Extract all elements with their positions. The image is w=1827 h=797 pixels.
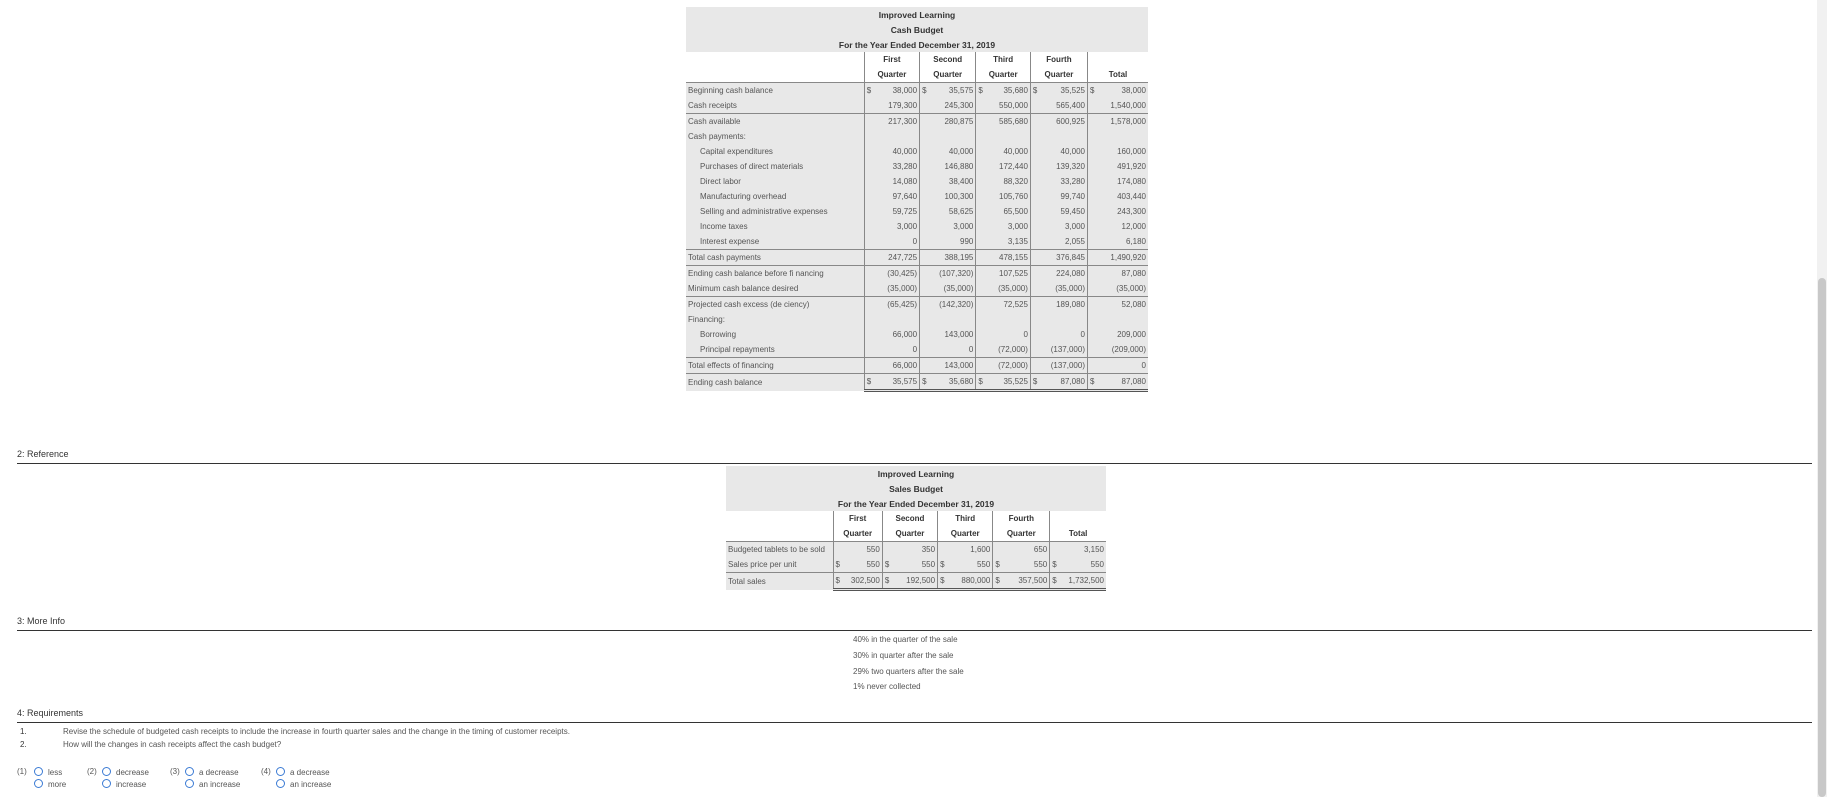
more-info-line: 29% two quarters after the sale: [853, 667, 964, 676]
row-label: Cash available: [688, 117, 741, 126]
cell-value: 35,525: [1060, 86, 1085, 95]
cell-value: 0: [876, 234, 920, 250]
cell-value: (35,000): [931, 281, 976, 297]
cell-value: (72,000): [988, 342, 1031, 358]
row-label: Total sales: [728, 576, 766, 586]
cell-value: (35,000): [1042, 281, 1087, 297]
row-label: Minimum cash balance desired: [686, 281, 864, 297]
sales-col-head-q2: Second: [882, 511, 937, 526]
cell-value: 600,925: [1056, 117, 1085, 126]
cell-value: 1,578,000: [1110, 117, 1146, 126]
sales-budget-company: Improved Learning: [877, 468, 955, 479]
cell-value: 565,400: [1042, 98, 1087, 114]
col-head2-q3: Quarter: [976, 67, 1031, 83]
option-label: more: [48, 780, 67, 789]
cell-value: 1,490,920: [1099, 250, 1148, 266]
currency-sign: $: [920, 83, 932, 99]
row-ending-cash: [686, 374, 1148, 391]
cell-value: 35,575: [876, 374, 920, 391]
cell-value: (137,000): [1042, 358, 1087, 374]
cell-value: 209,000: [1117, 330, 1146, 339]
row-labor: [686, 174, 1148, 189]
cell-value: 243,300: [1117, 207, 1146, 216]
cell-value: 3,135: [988, 234, 1031, 250]
sales-col-head-q3: Third: [938, 511, 993, 526]
cell-value: (72,000): [988, 358, 1031, 374]
cell-value: (30,425): [887, 269, 918, 278]
row-label: Ending cash balance: [688, 377, 763, 387]
sales-col-head2-q2: Quarter: [882, 526, 937, 542]
col-head2-q2: Quarter: [920, 67, 976, 83]
radio-icon[interactable]: [34, 767, 43, 776]
col-head-q4: Fourth: [1030, 52, 1087, 67]
cell-value: 650: [1033, 545, 1048, 554]
cell-value: 3,000: [897, 222, 918, 231]
cell-value: (35,000): [876, 281, 920, 297]
option-group-number: (4): [261, 767, 271, 776]
currency-sign: $: [976, 83, 988, 99]
option-a-decrease[interactable]: [185, 767, 239, 777]
cell-value: 65,500: [1003, 207, 1028, 216]
cell-value: 66,000: [892, 330, 918, 339]
sales-budget-title: Sales Budget: [889, 483, 943, 494]
row-interest: [686, 234, 1148, 250]
cell-value: 38,400: [948, 177, 974, 186]
cell-value: 52,080: [1121, 300, 1146, 309]
option-decrease[interactable]: [102, 767, 149, 777]
cell-value: 550: [866, 545, 880, 554]
cell-value: 3,150: [1083, 545, 1104, 554]
row-cash-payments-header: [686, 129, 1148, 144]
cell-value: 40,000: [948, 147, 974, 156]
row-cash-available: [686, 114, 1148, 130]
more-info-section-title: 3: More Info: [17, 616, 66, 626]
option-label: a decrease: [199, 768, 239, 777]
option-label: an increase: [290, 780, 332, 789]
row-total-financing: [686, 358, 1148, 374]
cell-value: 0: [876, 342, 920, 358]
currency-sign: $: [864, 83, 876, 99]
cell-value: 35,680: [931, 374, 976, 391]
option-label: less: [48, 768, 63, 777]
row-label: Direct labor: [700, 177, 741, 186]
cell-value: 1,540,000: [1099, 98, 1148, 114]
sales-col-head2-q1: Quarter: [833, 526, 882, 542]
col-head-total: [1087, 52, 1148, 67]
cell-value: 35,525: [988, 374, 1031, 391]
cell-value: 3,000: [1064, 222, 1085, 231]
option-label: increase: [116, 780, 147, 789]
sales-col-head-q4: Fourth: [993, 511, 1050, 526]
col-head2-q1: Quarter: [864, 67, 919, 83]
option-label: decrease: [116, 768, 149, 777]
cell-value: 146,880: [944, 162, 974, 171]
row-label: Beginning cash balance: [688, 86, 773, 95]
cell-value: 38,000: [1121, 86, 1146, 95]
cell-value: 550: [1062, 557, 1106, 573]
cell-value: 224,080: [1056, 269, 1085, 278]
cell-value: 97,640: [892, 192, 918, 201]
cell-value: (65,425): [887, 300, 918, 309]
currency-sign: $: [1050, 557, 1062, 573]
row-label: Manufacturing overhead: [700, 192, 787, 201]
cell-value: 376,845: [1042, 250, 1087, 266]
cell-value: 58,625: [948, 207, 974, 216]
radio-icon[interactable]: [276, 779, 285, 788]
row-label: Income taxes: [700, 222, 748, 231]
cell-value: 0: [1080, 330, 1085, 339]
row-label: Interest expense: [686, 234, 864, 250]
cell-value: 491,920: [1117, 162, 1146, 171]
row-principal-repayments: [686, 342, 1148, 358]
cell-value: 192,500: [894, 573, 937, 590]
cell-value: 174,080: [1117, 177, 1146, 186]
row-overhead: [686, 189, 1148, 204]
row-units-sold: [726, 542, 1106, 558]
cell-value: 59,450: [1060, 207, 1085, 216]
cell-value: 990: [931, 234, 976, 250]
cell-value: (142,320): [939, 300, 974, 309]
cell-value: 880,000: [950, 573, 993, 590]
cell-value: 0: [931, 342, 976, 358]
radio-icon[interactable]: [102, 779, 111, 788]
option-label: a decrease: [290, 768, 330, 777]
cell-value: 3,000: [953, 222, 974, 231]
more-info-divider: [17, 630, 1812, 631]
cell-value: 40,000: [1060, 147, 1085, 156]
currency-sign: $: [976, 374, 988, 391]
option-label: an increase: [199, 780, 241, 789]
col-head-q1: First: [864, 52, 919, 67]
option-group-number: (3): [170, 767, 180, 776]
cell-value: 302,500: [845, 573, 882, 590]
cell-value: (107,320): [939, 269, 974, 278]
cell-value: 87,080: [1121, 269, 1146, 278]
row-total-sales: [726, 573, 1106, 590]
option-group-2: [87, 767, 167, 791]
cell-value: 72,525: [1003, 300, 1028, 309]
cash-budget-title: Cash Budget: [890, 24, 944, 35]
row-capex: [686, 144, 1148, 159]
more-info-line: 40% in the quarter of the sale: [853, 635, 958, 644]
cash-budget-table: [686, 7, 1148, 392]
cell-value: 550: [845, 557, 882, 573]
row-label: Sales price per unit: [726, 557, 833, 573]
cash-budget-company: Improved Learning: [878, 9, 956, 20]
row-label: Budgeted tablets to be sold: [728, 545, 825, 554]
cell-value: 35,575: [948, 86, 974, 95]
cell-value: 179,300: [876, 98, 920, 114]
currency-sign: $: [882, 557, 894, 573]
currency-sign: $: [833, 557, 845, 573]
option-less[interactable]: [34, 767, 62, 777]
cell-value: 38,000: [892, 86, 918, 95]
row-taxes: [686, 219, 1148, 234]
row-label: Selling and administrative expenses: [700, 207, 828, 216]
cell-value: 0: [1023, 330, 1028, 339]
cell-value: 33,280: [892, 162, 918, 171]
row-label: Cash payments:: [688, 132, 746, 141]
col-head2-q4: Quarter: [1030, 67, 1087, 83]
cell-value: 550: [950, 557, 993, 573]
row-label: Projected cash excess (de ciency): [688, 300, 810, 309]
cell-value: 1,600: [970, 545, 991, 554]
reference-divider: [17, 463, 1812, 464]
row-label: Ending cash balance before fi nancing: [688, 269, 824, 278]
row-label: Total cash payments: [686, 250, 864, 266]
row-label: Borrowing: [700, 330, 737, 339]
sales-budget-period: For the Year Ended December 31, 2019: [837, 498, 995, 509]
option-a-decrease[interactable]: [276, 767, 330, 777]
reference-section-title: 2: Reference: [17, 449, 69, 459]
cell-value: (35,000): [1099, 281, 1148, 297]
cell-value: 0: [1099, 358, 1148, 374]
row-cash-receipts: [686, 98, 1148, 114]
sales-budget-table: [726, 466, 1106, 591]
cell-value: 100,300: [944, 192, 974, 201]
row-borrowing: [686, 327, 1148, 342]
sales-col-head-q1: First: [833, 511, 882, 526]
option-group-number: (2): [87, 767, 97, 776]
radio-icon[interactable]: [102, 767, 111, 776]
scrollbar-thumb[interactable]: [1818, 278, 1826, 797]
cell-value: 40,000: [1003, 147, 1028, 156]
currency-sign: $: [1030, 83, 1042, 99]
cell-value: 35,680: [1003, 86, 1028, 95]
row-label: Total effects of financing: [686, 358, 864, 374]
sales-col-head-total: [1050, 511, 1106, 526]
option-group-4: [261, 767, 351, 791]
currency-sign: $: [1030, 374, 1042, 391]
radio-icon[interactable]: [34, 779, 43, 788]
option-group-1: [17, 767, 77, 791]
requirement-number: 1.: [20, 727, 27, 736]
cell-value: 585,680: [999, 117, 1028, 126]
cell-value: (137,000): [1042, 342, 1087, 358]
row-label: Purchases of direct materials: [700, 162, 804, 171]
requirements-divider: [17, 722, 1812, 723]
col-head2-total: Total: [1087, 67, 1148, 83]
requirements-section-title: 4: Requirements: [17, 708, 84, 718]
radio-icon[interactable]: [185, 767, 194, 776]
row-projected-excess: [686, 297, 1148, 313]
row-ending-before-financing: [686, 266, 1148, 282]
cell-value: 245,300: [931, 98, 976, 114]
cell-value: 550,000: [988, 98, 1031, 114]
currency-sign: $: [864, 374, 876, 391]
cell-value: 357,500: [1005, 573, 1050, 590]
currency-sign: $: [938, 557, 950, 573]
row-label: Cash receipts: [686, 98, 864, 114]
cell-value: 59,725: [892, 207, 918, 216]
cash-budget-period: For the Year Ended December 31, 2019: [838, 39, 996, 50]
row-beginning-cash: [686, 83, 1148, 99]
row-label: Principal repayments: [686, 342, 864, 358]
cell-value: 107,525: [999, 269, 1028, 278]
row-label: Capital expenditures: [700, 147, 773, 156]
cell-value: 350: [921, 545, 936, 554]
cell-value: 550: [894, 557, 937, 573]
more-info-line: 30% in quarter after the sale: [853, 651, 954, 660]
row-financing-header: [686, 312, 1148, 327]
option-group-number: (1): [17, 767, 27, 776]
cell-value: 99,740: [1060, 192, 1085, 201]
cell-value: 139,320: [1056, 162, 1085, 171]
cell-value: 143,000: [931, 358, 976, 374]
option-an-increase[interactable]: [185, 779, 240, 789]
cell-value: 87,080: [1099, 374, 1148, 391]
row-sales-price: [726, 557, 1106, 573]
currency-sign: $: [993, 557, 1005, 573]
row-materials: [686, 159, 1148, 174]
currency-sign: $: [882, 573, 894, 590]
currency-sign: $: [1050, 573, 1062, 590]
cell-value: 88,320: [1003, 177, 1028, 186]
cell-value: 247,725: [876, 250, 920, 266]
more-info-line: 1% never collected: [853, 682, 921, 691]
cell-value: 87,080: [1042, 374, 1087, 391]
requirement-number: 2.: [20, 740, 27, 749]
sales-col-head2-q4: Quarter: [993, 526, 1050, 542]
row-total-payments: [686, 250, 1148, 266]
cell-value: 3,000: [1007, 222, 1028, 231]
currency-sign: $: [833, 573, 845, 590]
cell-value: 388,195: [931, 250, 976, 266]
col-head-q3: Third: [976, 52, 1031, 67]
option-increase[interactable]: [102, 779, 146, 789]
cell-value: 1,732,500: [1062, 573, 1106, 590]
cell-value: 189,080: [1056, 300, 1085, 309]
cell-value: 403,440: [1117, 192, 1146, 201]
cell-value: 172,440: [999, 162, 1028, 171]
cell-value: 40,000: [892, 147, 918, 156]
col-head-q2: Second: [920, 52, 976, 67]
currency-sign: $: [993, 573, 1005, 590]
cell-value: 33,280: [1060, 177, 1085, 186]
option-an-increase[interactable]: [276, 779, 331, 789]
cell-value: 6,180: [1099, 234, 1148, 250]
cell-value: 2,055: [1042, 234, 1087, 250]
cell-value: (35,000): [988, 281, 1031, 297]
cell-value: 14,080: [892, 177, 918, 186]
currency-sign: $: [1087, 83, 1099, 99]
currency-sign: $: [1087, 374, 1099, 391]
radio-icon[interactable]: [185, 779, 194, 788]
row-minimum-balance: [686, 281, 1148, 297]
cell-value: 66,000: [876, 358, 920, 374]
cell-value: 217,300: [888, 117, 918, 126]
row-label: Financing:: [688, 315, 725, 324]
requirement-text: Revise the schedule of budgeted cash receipts to include the increase in fourth quarter sales and the change in the timing of customer receipts.: [63, 727, 570, 736]
option-more[interactable]: [34, 779, 66, 789]
cell-value: 143,000: [944, 330, 974, 339]
currency-sign: $: [920, 374, 932, 391]
sales-col-head2-q3: Quarter: [938, 526, 993, 542]
requirement-text: How will the changes in cash receipts affect the cash budget?: [63, 740, 282, 749]
sales-col-head2-total: Total: [1050, 526, 1106, 542]
cell-value: 280,875: [944, 117, 974, 126]
cell-value: 478,155: [988, 250, 1031, 266]
option-group-3: [170, 767, 260, 791]
currency-sign: $: [938, 573, 950, 590]
row-selling: [686, 204, 1148, 219]
cell-value: (209,000): [1099, 342, 1148, 358]
radio-icon[interactable]: [276, 767, 285, 776]
cell-value: 105,760: [999, 192, 1028, 201]
cell-value: 12,000: [1121, 222, 1146, 231]
cell-value: 550: [1005, 557, 1050, 573]
cell-value: 160,000: [1117, 147, 1146, 156]
